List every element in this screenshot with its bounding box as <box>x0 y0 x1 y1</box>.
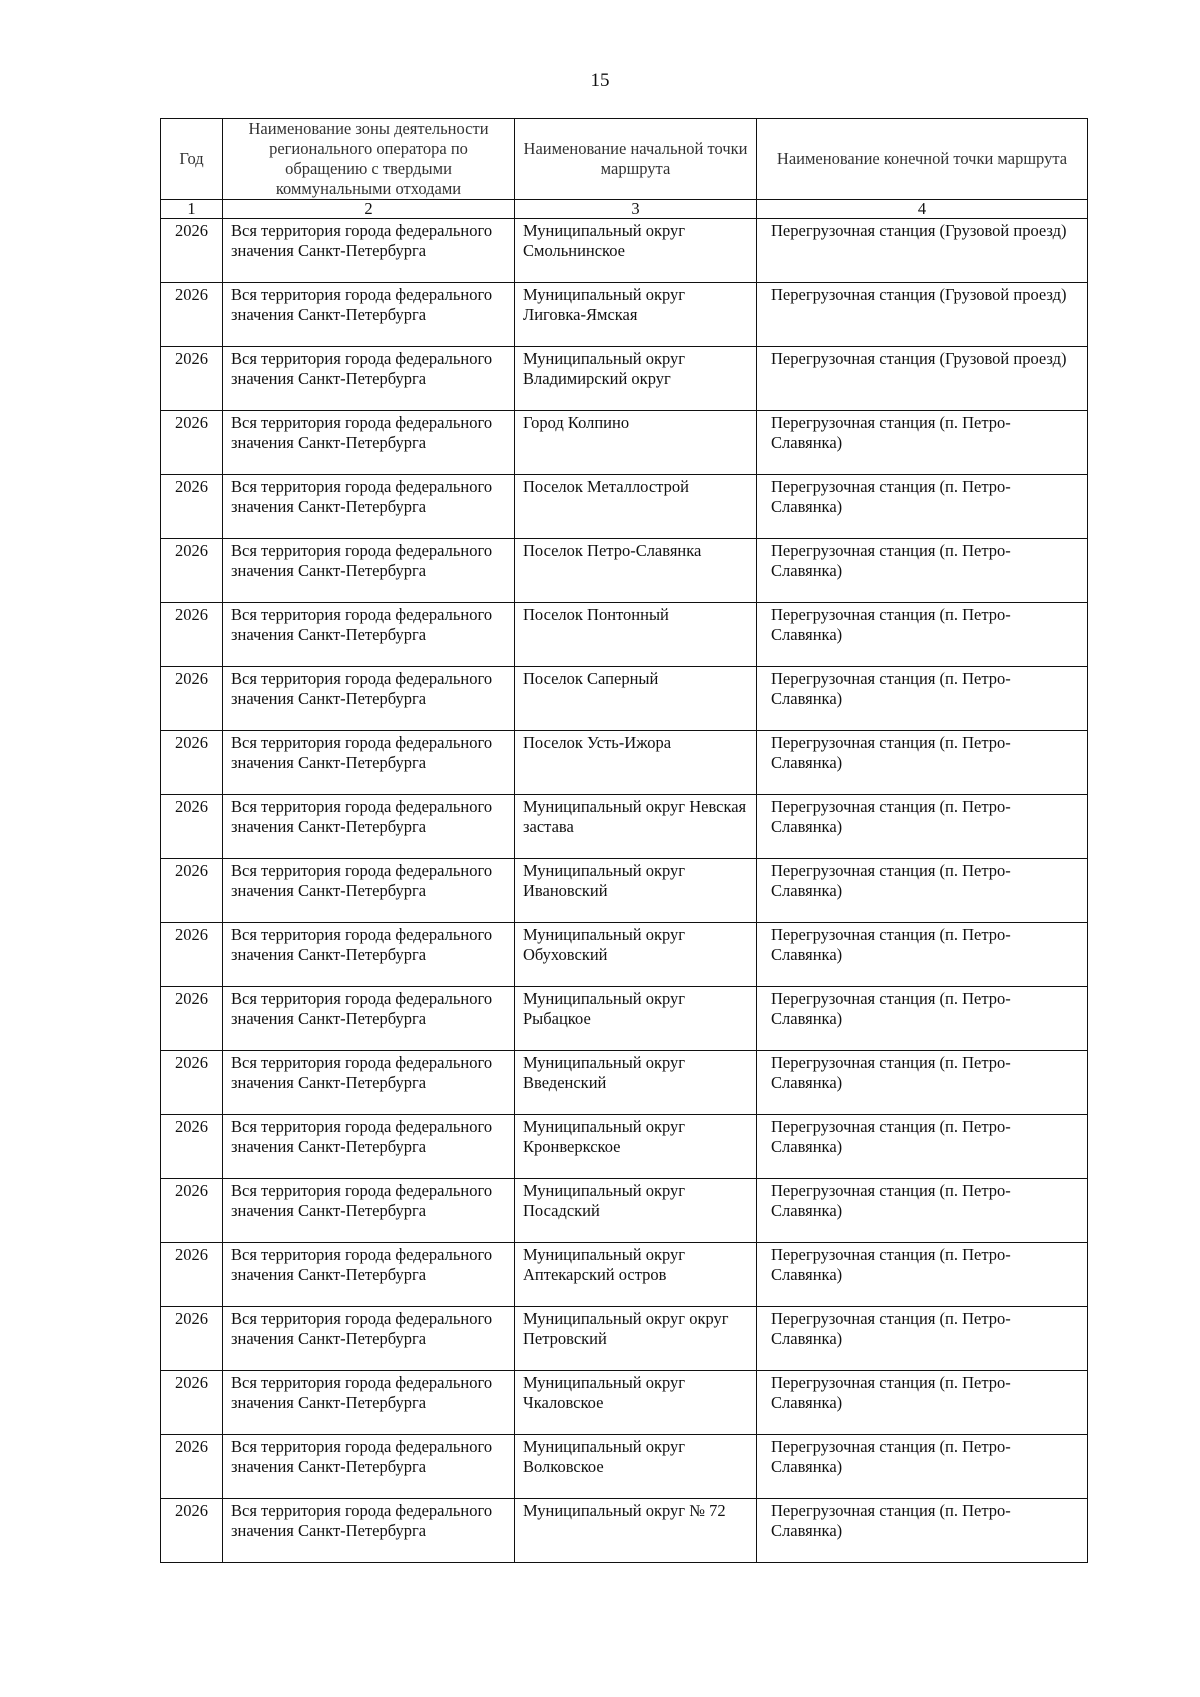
cell-end-point: Перегрузочная станция (п. Петро-Славянка) <box>757 1307 1088 1371</box>
table-row <box>161 347 1088 411</box>
cell-start-point: Муниципальный округ Владимирский округ <box>515 347 757 411</box>
cell-end-point: Перегрузочная станция (п. Петро-Славянка) <box>757 987 1088 1051</box>
cell-zone: Вся территория города федерального значения Санкт-Петербурга <box>223 795 515 859</box>
table-row <box>161 283 1088 347</box>
cell-year: 2026 <box>161 795 223 859</box>
table-row <box>161 219 1088 283</box>
cell-end-point: Перегрузочная станция (п. Петро-Славянка) <box>757 475 1088 539</box>
cell-zone: Вся территория города федерального значения Санкт-Петербурга <box>223 475 515 539</box>
cell-year: 2026 <box>161 731 223 795</box>
cell-year: 2026 <box>161 1499 223 1563</box>
cell-start-point: Муниципальный округ Введенский <box>515 1051 757 1115</box>
cell-start-point: Муниципальный округ округ Петровский <box>515 1307 757 1371</box>
cell-start-point: Муниципальный округ Ивановский <box>515 859 757 923</box>
header-end-point: Наименование конечной точки маршрута <box>757 119 1088 200</box>
cell-start-point: Поселок Усть-Ижора <box>515 731 757 795</box>
table-row <box>161 1499 1088 1563</box>
column-number-row <box>161 200 1088 219</box>
cell-year: 2026 <box>161 1051 223 1115</box>
cell-zone: Вся территория города федерального значения Санкт-Петербурга <box>223 987 515 1051</box>
header-start-point: Наименование начальной точки маршрута <box>515 119 757 200</box>
cell-end-point: Перегрузочная станция (п. Петро-Славянка) <box>757 539 1088 603</box>
cell-zone: Вся территория города федерального значения Санкт-Петербурга <box>223 731 515 795</box>
table-body <box>161 219 1088 1563</box>
column-number: 2 <box>223 200 515 219</box>
cell-zone: Вся территория города федерального значения Санкт-Петербурга <box>223 411 515 475</box>
cell-year: 2026 <box>161 411 223 475</box>
header-year: Год <box>161 119 223 200</box>
cell-year: 2026 <box>161 539 223 603</box>
cell-year: 2026 <box>161 1243 223 1307</box>
column-number: 3 <box>515 200 757 219</box>
cell-year: 2026 <box>161 1371 223 1435</box>
table-row <box>161 923 1088 987</box>
table-row <box>161 1179 1088 1243</box>
cell-zone: Вся территория города федерального значения Санкт-Петербурга <box>223 1179 515 1243</box>
cell-end-point: Перегрузочная станция (п. Петро-Славянка) <box>757 1179 1088 1243</box>
cell-start-point: Муниципальный округ № 72 <box>515 1499 757 1563</box>
cell-end-point: Перегрузочная станция (п. Петро-Славянка) <box>757 795 1088 859</box>
cell-start-point: Муниципальный округ Лиговка-Ямская <box>515 283 757 347</box>
cell-year: 2026 <box>161 1435 223 1499</box>
table-row <box>161 1307 1088 1371</box>
table-row <box>161 987 1088 1051</box>
cell-start-point: Поселок Понтонный <box>515 603 757 667</box>
cell-end-point: Перегрузочная станция (п. Петро-Славянка) <box>757 923 1088 987</box>
cell-zone: Вся территория города федерального значения Санкт-Петербурга <box>223 1435 515 1499</box>
cell-start-point: Поселок Саперный <box>515 667 757 731</box>
cell-zone: Вся территория города федерального значения Санкт-Петербурга <box>223 1499 515 1563</box>
cell-zone: Вся территория города федерального значения Санкт-Петербурга <box>223 1307 515 1371</box>
cell-end-point: Перегрузочная станция (п. Петро-Славянка) <box>757 667 1088 731</box>
cell-start-point: Город Колпино <box>515 411 757 475</box>
cell-year: 2026 <box>161 923 223 987</box>
cell-end-point: Перегрузочная станция (п. Петро-Славянка) <box>757 1499 1088 1563</box>
cell-end-point: Перегрузочная станция (Грузовой проезд) <box>757 219 1088 283</box>
cell-year: 2026 <box>161 1179 223 1243</box>
cell-zone: Вся территория города федерального значения Санкт-Петербурга <box>223 859 515 923</box>
column-number: 4 <box>757 200 1088 219</box>
cell-zone: Вся территория города федерального значения Санкт-Петербурга <box>223 539 515 603</box>
cell-zone: Вся территория города федерального значения Санкт-Петербурга <box>223 603 515 667</box>
cell-start-point: Муниципальный округ Посадский <box>515 1179 757 1243</box>
cell-start-point: Поселок Петро-Славянка <box>515 539 757 603</box>
table-row <box>161 1051 1088 1115</box>
cell-end-point: Перегрузочная станция (п. Петро-Славянка) <box>757 1371 1088 1435</box>
cell-zone: Вся территория города федерального значения Санкт-Петербурга <box>223 1371 515 1435</box>
cell-start-point: Муниципальный округ Обуховский <box>515 923 757 987</box>
table-row <box>161 731 1088 795</box>
cell-end-point: Перегрузочная станция (Грузовой проезд) <box>757 347 1088 411</box>
table-row <box>161 603 1088 667</box>
cell-zone: Вся территория города федерального значения Санкт-Петербурга <box>223 1115 515 1179</box>
cell-start-point: Муниципальный округ Волковское <box>515 1435 757 1499</box>
cell-end-point: Перегрузочная станция (п. Петро-Славянка) <box>757 859 1088 923</box>
table-row <box>161 475 1088 539</box>
cell-year: 2026 <box>161 859 223 923</box>
cell-zone: Вся территория города федерального значения Санкт-Петербурга <box>223 219 515 283</box>
cell-zone: Вся территория города федерального значения Санкт-Петербурга <box>223 667 515 731</box>
cell-zone: Вся территория города федерального значения Санкт-Петербурга <box>223 923 515 987</box>
cell-start-point: Поселок Металлострой <box>515 475 757 539</box>
cell-zone: Вся территория города федерального значения Санкт-Петербурга <box>223 347 515 411</box>
table-row <box>161 667 1088 731</box>
table-header-row <box>161 119 1088 200</box>
cell-start-point: Муниципальный округ Кронверкское <box>515 1115 757 1179</box>
cell-year: 2026 <box>161 219 223 283</box>
cell-end-point: Перегрузочная станция (п. Петро-Славянка) <box>757 731 1088 795</box>
cell-start-point: Муниципальный округ Смольнинское <box>515 219 757 283</box>
cell-end-point: Перегрузочная станция (п. Петро-Славянка) <box>757 1243 1088 1307</box>
cell-zone: Вся территория города федерального значения Санкт-Петербурга <box>223 283 515 347</box>
cell-end-point: Перегрузочная станция (п. Петро-Славянка) <box>757 603 1088 667</box>
table-row <box>161 859 1088 923</box>
cell-end-point: Перегрузочная станция (п. Петро-Славянка) <box>757 1115 1088 1179</box>
table-row <box>161 411 1088 475</box>
cell-year: 2026 <box>161 1115 223 1179</box>
cell-year: 2026 <box>161 667 223 731</box>
table-row <box>161 1243 1088 1307</box>
table-row <box>161 1115 1088 1179</box>
cell-start-point: Муниципальный округ Чкаловское <box>515 1371 757 1435</box>
cell-year: 2026 <box>161 603 223 667</box>
cell-zone: Вся территория города федерального значения Санкт-Петербурга <box>223 1243 515 1307</box>
table-row <box>161 539 1088 603</box>
cell-year: 2026 <box>161 475 223 539</box>
page-number: 15 <box>590 70 610 91</box>
cell-end-point: Перегрузочная станция (Грузовой проезд) <box>757 283 1088 347</box>
cell-year: 2026 <box>161 283 223 347</box>
cell-year: 2026 <box>161 347 223 411</box>
cell-start-point: Муниципальный округ Аптекарский остров <box>515 1243 757 1307</box>
table-row <box>161 1371 1088 1435</box>
column-number: 1 <box>161 200 223 219</box>
header-zone: Наименование зоны деятельности регионального оператора по обращению с твердыми коммунальными отходами <box>223 119 515 200</box>
cell-start-point: Муниципальный округ Невская застава <box>515 795 757 859</box>
table-row <box>161 1435 1088 1499</box>
table-row <box>161 795 1088 859</box>
cell-year: 2026 <box>161 1307 223 1371</box>
routes-table <box>160 118 1088 1563</box>
cell-year: 2026 <box>161 987 223 1051</box>
cell-end-point: Перегрузочная станция (п. Петро-Славянка) <box>757 1051 1088 1115</box>
cell-end-point: Перегрузочная станция (п. Петро-Славянка) <box>757 411 1088 475</box>
cell-end-point: Перегрузочная станция (п. Петро-Славянка) <box>757 1435 1088 1499</box>
cell-start-point: Муниципальный округ Рыбацкое <box>515 987 757 1051</box>
cell-zone: Вся территория города федерального значения Санкт-Петербурга <box>223 1051 515 1115</box>
